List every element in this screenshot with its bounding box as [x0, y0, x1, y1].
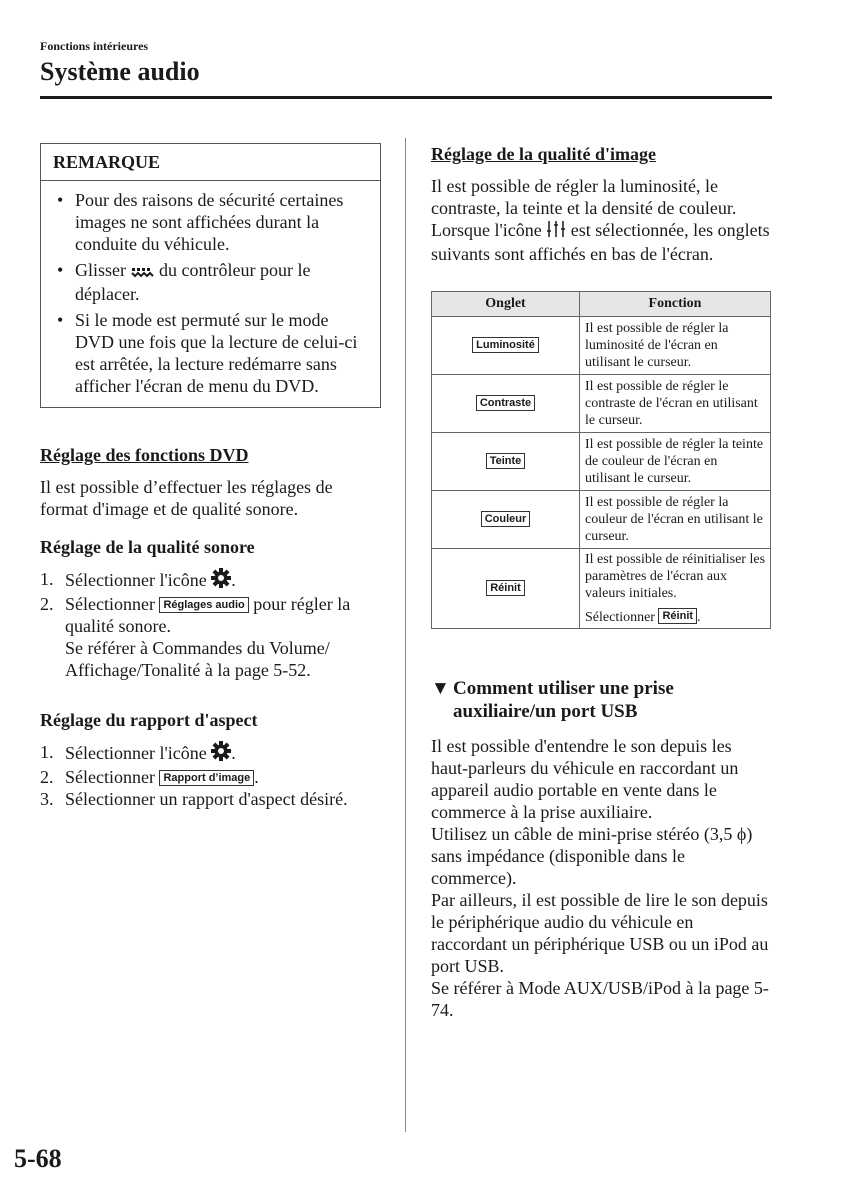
triangle-down-icon: ▼: [431, 678, 450, 699]
step-reference: Se référer à Commandes du Volume/ Affichage/Tonalité à la page 5-52.: [65, 638, 330, 680]
image-quality-intro: [431, 175, 772, 265]
table-cell-function: Il est possible de régler le contraste de l'écran en utilisant le curseur.: [580, 375, 771, 433]
step-number: 2.: [40, 594, 54, 614]
note-list: [41, 181, 380, 407]
table-cell-tab: [432, 433, 580, 491]
table-cell-function: [580, 549, 771, 629]
step-text: pour régler la qualité sonore.: [65, 594, 351, 636]
column-divider: [405, 138, 406, 1132]
step-end: .: [231, 743, 236, 763]
aspect-ratio-heading: Réglage du rapport d'aspect: [40, 710, 258, 730]
step-item: [40, 741, 385, 766]
sound-quality-heading: Réglage de la qualité sonore: [40, 537, 255, 557]
table-row: [432, 375, 771, 433]
table-cell-function: Il est possible de régler la couleur de l'écran en utilisant le curseur.: [580, 491, 771, 549]
tab-contrast[interactable]: Contraste: [476, 395, 535, 411]
image-settings-table: [431, 291, 771, 629]
table-header-row: [432, 292, 771, 317]
dvd-settings-intro: Il est possible d’effectuer les réglages de format d'image et de qualité sonore.: [40, 477, 333, 519]
step-text: Sélectionner l'icône: [65, 570, 207, 590]
aspect-ratio-section: [40, 709, 385, 810]
table-cell-tab: [432, 549, 580, 629]
aux-heading-line1: Comment utiliser une prise: [453, 678, 674, 699]
tab-tint[interactable]: Teinte: [486, 453, 526, 469]
note-title: REMARQUE: [41, 144, 380, 181]
sound-quality-steps: [40, 568, 385, 681]
table-cell-function-text: Il est possible de réinitialiser les paramètres de l'écran aux valeurs initiales.: [585, 552, 766, 601]
note-item: • Si le mode est permuté sur le mode DVD une fois que la lecture de celui-ci est arrêtée, la lecture redémarre sans afficher l'écran de menu du DVD.: [53, 309, 370, 397]
aspect-ratio-steps: [40, 741, 385, 810]
step-number: 3.: [40, 789, 54, 809]
dial-slide-icon: [131, 261, 155, 283]
reset-instruction-end: .: [697, 610, 701, 625]
step-text: Sélectionner: [65, 594, 155, 614]
reset-button[interactable]: Réinit: [658, 608, 697, 624]
right-column: [431, 143, 772, 1021]
section-label: Fonctions intérieures: [40, 39, 149, 53]
page-header: [40, 38, 772, 88]
gear-icon[interactable]: [211, 741, 231, 766]
tab-brightness[interactable]: Luminosité: [472, 337, 539, 353]
step-text: Sélectionner l'icône: [65, 743, 207, 763]
step-item: [40, 593, 385, 681]
table-row: [432, 317, 771, 375]
aux-paragraph: Se référer à Mode AUX/USB/iPod à la page 5-74.: [431, 978, 769, 1020]
header-rule: [40, 96, 772, 99]
step-item: [40, 568, 385, 593]
image-quality-heading: Réglage de la qualité d'image: [431, 144, 656, 164]
step-text: Sélectionner un rapport d'aspect désiré.: [65, 789, 348, 809]
gear-icon[interactable]: [211, 568, 231, 593]
table-row: [432, 433, 771, 491]
step-number: 1.: [40, 742, 54, 762]
aux-paragraph: Utilisez un câble de mini-prise stéréo (3,5 ϕ) sans impédance (disponible dans le commerce).: [431, 824, 753, 888]
table-cell-function: Il est possible de régler la luminosité de l'écran en utilisant le curseur.: [580, 317, 771, 375]
step-text: Sélectionner: [65, 767, 155, 787]
page-number: 5-68: [14, 1144, 62, 1173]
tab-color[interactable]: Couleur: [481, 511, 531, 527]
note-item: • Pour des raisons de sécurité certaines images ne sont affichées durant la conduite du véhicule.: [53, 189, 370, 255]
dvd-settings-heading: Réglage des fonctions DVD: [40, 445, 249, 465]
sound-quality-section: [40, 536, 385, 681]
reset-instruction: [585, 608, 765, 626]
page-title: Système audio: [40, 57, 200, 86]
table-header-tab: Onglet: [432, 292, 580, 317]
audio-settings-button[interactable]: Réglages audio: [159, 597, 248, 613]
reset-instruction-text: Sélectionner: [585, 610, 655, 625]
step-item: [40, 766, 385, 788]
image-quality-intro-text: est sélectionnée, les onglets suivants sont affichés en bas de l'écran.: [431, 220, 770, 264]
left-column: [40, 143, 385, 810]
aspect-ratio-button[interactable]: Rapport d’image: [159, 770, 254, 786]
table-row: [432, 491, 771, 549]
table-cell-tab: [432, 491, 580, 549]
table-cell-function: Il est possible de régler la teinte de couleur de l'écran en utilisant le curseur.: [580, 433, 771, 491]
aux-heading-line2: auxiliaire/un port USB: [453, 701, 638, 722]
step-number: 1.: [40, 569, 54, 589]
aux-heading: [431, 677, 772, 723]
note-box: [40, 143, 381, 408]
aux-body: [431, 735, 772, 1021]
tab-reset[interactable]: Réinit: [486, 580, 525, 596]
aux-paragraph: Par ailleurs, il est possible de lire le son depuis le périphérique audio du véhicule en raccordant un périphérique USB ou un iPod au port USB.: [431, 890, 769, 976]
aux-paragraph: Il est possible d'entendre le son depuis les haut-parleurs du véhicule en raccordant un appareil audio portable en vente dans le commerce à la prise auxiliaire.: [431, 736, 739, 822]
step-end: .: [254, 767, 259, 787]
note-item-text: du contrôleur pour le déplacer.: [75, 260, 311, 304]
table-header-function: Fonction: [580, 292, 771, 317]
step-item: [40, 788, 385, 810]
table-cell-tab: [432, 375, 580, 433]
step-number: 2.: [40, 767, 54, 787]
image-adjust-icon[interactable]: [546, 220, 566, 243]
table-cell-tab: [432, 317, 580, 375]
step-end: .: [231, 570, 236, 590]
table-row: [432, 549, 771, 629]
note-item-text: Glisser: [75, 260, 126, 280]
dvd-settings-section: [40, 444, 385, 520]
note-item: [53, 259, 370, 305]
image-quality-intro-text: Il est possible de régler la luminosité, le contraste, la teinte et la densité de couleur. Lorsque l'icône: [431, 176, 737, 240]
